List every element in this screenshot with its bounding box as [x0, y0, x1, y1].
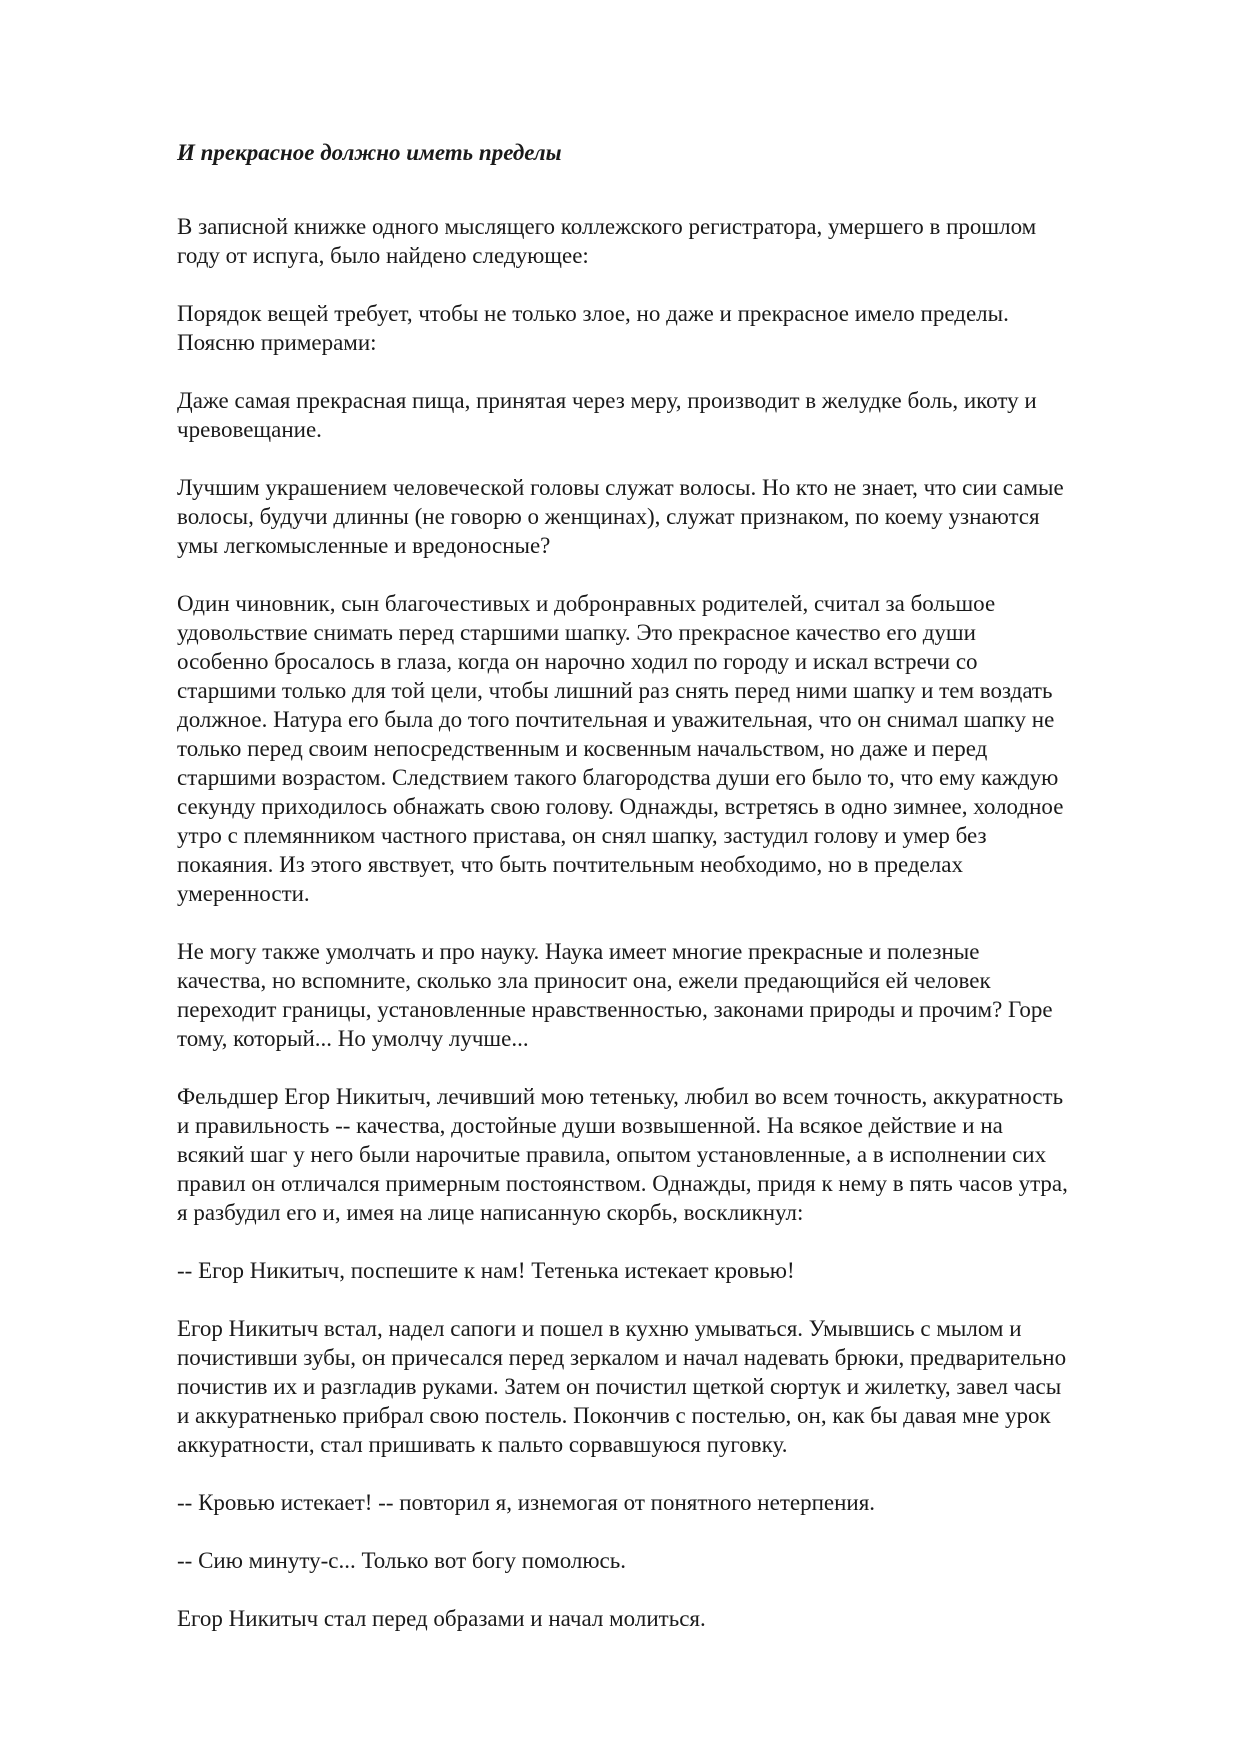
paragraph-3: Даже самая прекрасная пища, принятая через меру, производит в желудке боль, икоту и чревовещание. — [177, 388, 1037, 442]
paragraph-12: Егор Никитыч стал перед образами и начал молиться. — [177, 1606, 706, 1631]
document-title: И прекрасное должно иметь пределы — [177, 140, 562, 165]
paragraph-10: -- Кровью истекает! -- повторил я, изнемогая от понятного нетерпения. — [177, 1490, 876, 1515]
paragraph-2: Порядок вещей требует, чтобы не только злое, но даже и прекрасное имело пределы. Поясню примерами: — [177, 301, 1009, 355]
paragraph-7: Фельдшер Егор Никитыч, лечивший мою тетеньку, любил во всем точность, аккуратность и правильность -- качества, достойные души возвышенной. На всякое действие и на всякий шаг у него были нарочитые правила, опытом установленные, а в исполнении сих правил он отличался примерным постоянством. Однажды, придя к нему в пять часов утра, я разбудил его и, имея на лице написанную скорбь, воскликнул: — [177, 1084, 1068, 1225]
paragraph-5: Один чиновник, сын благочестивых и добронравных родителей, считал за большое удовольствие снимать перед старшими шапку. Это прекрасное качество его души особенно бросалось в глаза, когда он нарочно ходил по городу и искал встречи со старшими только для той цели, чтобы лишний раз снять перед ними шапку и тем воздать должное. Натура его была до того почтительная и уважительная, что он снимал шапку не только перед своим непосредственным и косвенным начальством, но даже и перед старшими возрастом. Следствием такого благородства души его было то, что ему каждую секунду приходилось обнажать свою голову. Однажды, встретясь в одно зимнее, холодное утро с племянником частного пристава, он снял шапку, застудил голову и умер без покаяния. Из этого явствует, что быть почтительным необходимо, но в пределах умеренности. — [177, 591, 1064, 906]
paragraph-9: Егор Никитыч встал, надел сапоги и пошел в кухню умываться. Умывшись с мылом и почистивши зубы, он причесался перед зеркалом и начал надевать брюки, предварительно почистив их и разгладив руками. Затем он почистил щеткой сюртук и жилетку, завел часы и аккуратненько прибрал свою постель. Покончив с постелью, он, как бы давая мне урок аккуратности, стал пришивать к пальто сорвавшуюся пуговку. — [177, 1316, 1067, 1457]
paragraph-4: Лучшим украшением человеческой головы служат волосы. Но кто не знает, что сии самые волосы, будучи длинны (не говорю о женщинах), служат признаком, по коему узнаются умы легкомысленные и вредоносные? — [177, 475, 1064, 558]
document-page — [177, 138, 1167, 1662]
paragraph-8: -- Егор Никитыч, поспешите к нам! Тетенька истекает кровью! — [177, 1258, 795, 1283]
paragraph-11: -- Сию минуту-с... Только вот богу помолюсь. — [177, 1548, 626, 1573]
paragraph-1: В записной книжке одного мыслящего коллежского регистратора, умершего в прошлом году от испуга, было найдено следующее: — [177, 214, 1037, 268]
paragraph-6: Не могу также умолчать и про науку. Наука имеет многие прекрасные и полезные качества, но вспомните, сколько зла приносит она, ежели предающийся ей человек переходит границы, установленные нравственностью, законами природы и прочим? Горе тому, который... Но умолчу лучше... — [177, 939, 1053, 1051]
